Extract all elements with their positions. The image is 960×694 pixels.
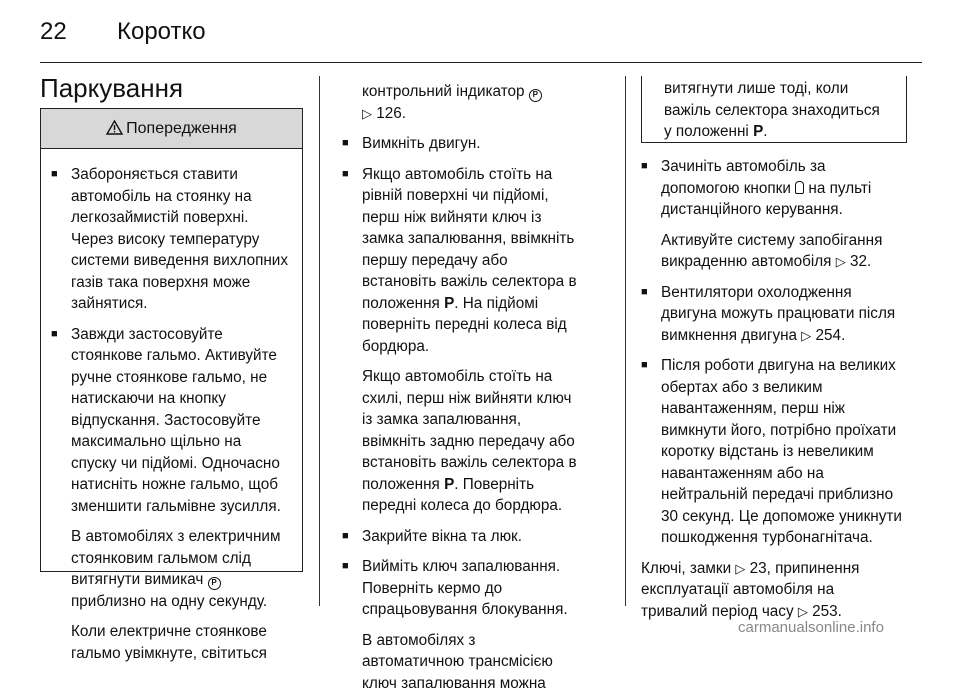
paragraph-automatic: В автомобілях з автоматичною трансмісією ключ запалювання можна — [342, 630, 617, 694]
section-title: Паркування — [40, 73, 183, 104]
page-reference-icon: ▷ — [801, 328, 811, 343]
warning-bullet-2: ■ Завжди застосовуйте стоянкове гальмо. Активуйте ручне стоянкове гальмо, не натискаючи на кнопку відпускання. Застосовуйте максимально щільно на спуску чи підйомі. Одночасно натисніть ножне гальмо, щоб зменшити гальмівне зусилля. — [51, 324, 301, 518]
footer-watermark: carmanualsonline.info — [738, 619, 884, 636]
header-title: Коротко — [117, 18, 206, 46]
bullet-lock-vehicle: ■ Зачиніть автомобіль за допомогою кнопки на пульті дистанційного керування. — [641, 156, 916, 221]
column-divider-right — [625, 76, 626, 606]
page-reference-icon: ▷ — [735, 561, 745, 576]
header-divider — [40, 62, 922, 63]
bullet-stop-engine: ■ Вимкніть двигун. — [342, 133, 617, 155]
bullet-remove-key: ■ Вийміть ключ запалювання. Поверніть кермо до спрацьовування блокування. — [342, 556, 617, 621]
warning-box-continued — [641, 76, 907, 143]
warning-title: Попередження — [126, 120, 237, 137]
paragraph-references: Ключі, замки ▷ 23, припинення експлуатації автомобіля на тривалий період часу ▷ 253. — [641, 558, 916, 623]
lock-button-icon — [795, 181, 804, 194]
warning-paragraph-1: В автомобілях з електричним стоянковим гальмом слід витягнути вимикач P приблизно на одну секунду. — [51, 526, 301, 612]
warning-continued-text: витягнути лише тоді, коли важіль селектора знаходиться у положенні Р. — [664, 78, 880, 143]
warning-header — [41, 108, 302, 149]
parking-brake-indicator-icon: P — [208, 577, 221, 590]
column-right — [641, 156, 916, 622]
page-reference-icon: ▷ — [362, 106, 372, 121]
warning-triangle-icon — [106, 120, 123, 135]
page-reference-icon: ▷ — [836, 254, 846, 269]
bullet-close-windows: ■ Закрийте вікна та люк. — [342, 526, 617, 548]
warning-paragraph-2: Коли електричне стоянкове гальмо увімкнуте, світиться — [51, 621, 301, 664]
paragraph-slope: Якщо автомобіль стоїть на схилі, перш ніж вийняти ключ із замка запалювання, ввімкніть задню передачу або встановіть важіль селектора в положення Р. Поверніть передні колеса до бордюра. — [342, 366, 617, 517]
bullet-turbo: ■ Після роботи двигуна на великих обертах або з великим навантаженням, перш ніж вимкнути його, потрібно проїхати коротку відстань із невеликим навантаженням або на нейтральній передачі приблизно 30 секунд. Це допоможе уникнути пошкодження турбонагнітача. — [641, 355, 916, 549]
column-divider-left — [319, 76, 320, 606]
bullet-level-surface: ■ Якщо автомобіль стоїть на рівній поверхні чи підйомі, перш ніж вийняти ключ із замка запалювання, ввімкніть першу передачу або встановіть важіль селектора в положення Р. На підйомі поверніть передні колеса від бордюра. — [342, 164, 617, 358]
page-number: 22 — [40, 18, 67, 46]
paragraph-antitheft: Активуйте систему запобігання викраденню автомобіля ▷ 32. — [641, 230, 916, 273]
column-middle: контрольний індикатор P ▷ 126. ■ Вимкніть двигун. ■ Якщо автомобіль стоїть на рівній поверхні чи підйомі, перш ніж вийняти ключ із замка запалювання, ввімкніть першу передачу або встановіть важіль селектора в положення Р. На підйомі поверніть передні колеса від бордюра. Якщо автомобіль стоїть на схилі, перш ніж вийняти ключ із замка запалювання, ввімкніть задню передачу або встановіть важіль селектора в положення Р. Поверніть передні колеса до бордюра. ■ Закрийте вікна та люк. ■ Вийміть ключ запалювання. Поверніть кермо до спрацьовування блокування. В автомобілях з автоматичною трансмісією ключ запалювання можна — [342, 81, 617, 694]
warning-box — [40, 108, 303, 572]
bullet-cooling-fans: ■ Вентилятори охолодження двигуна можуть працювати після вимкнення двигуна ▷ 254. — [641, 282, 916, 347]
parking-brake-indicator-icon: P — [529, 89, 542, 102]
page-reference-icon: ▷ — [798, 604, 808, 619]
warning-body — [51, 164, 301, 664]
page-ref: 126. — [376, 105, 406, 122]
warning-bullet-1: ■ Забороняється ставити автомобіль на стоянку на легкозаймистій поверхні. Через високу температуру системи виведення вихлопних газів така поверхня може зайнятися. — [51, 164, 301, 315]
